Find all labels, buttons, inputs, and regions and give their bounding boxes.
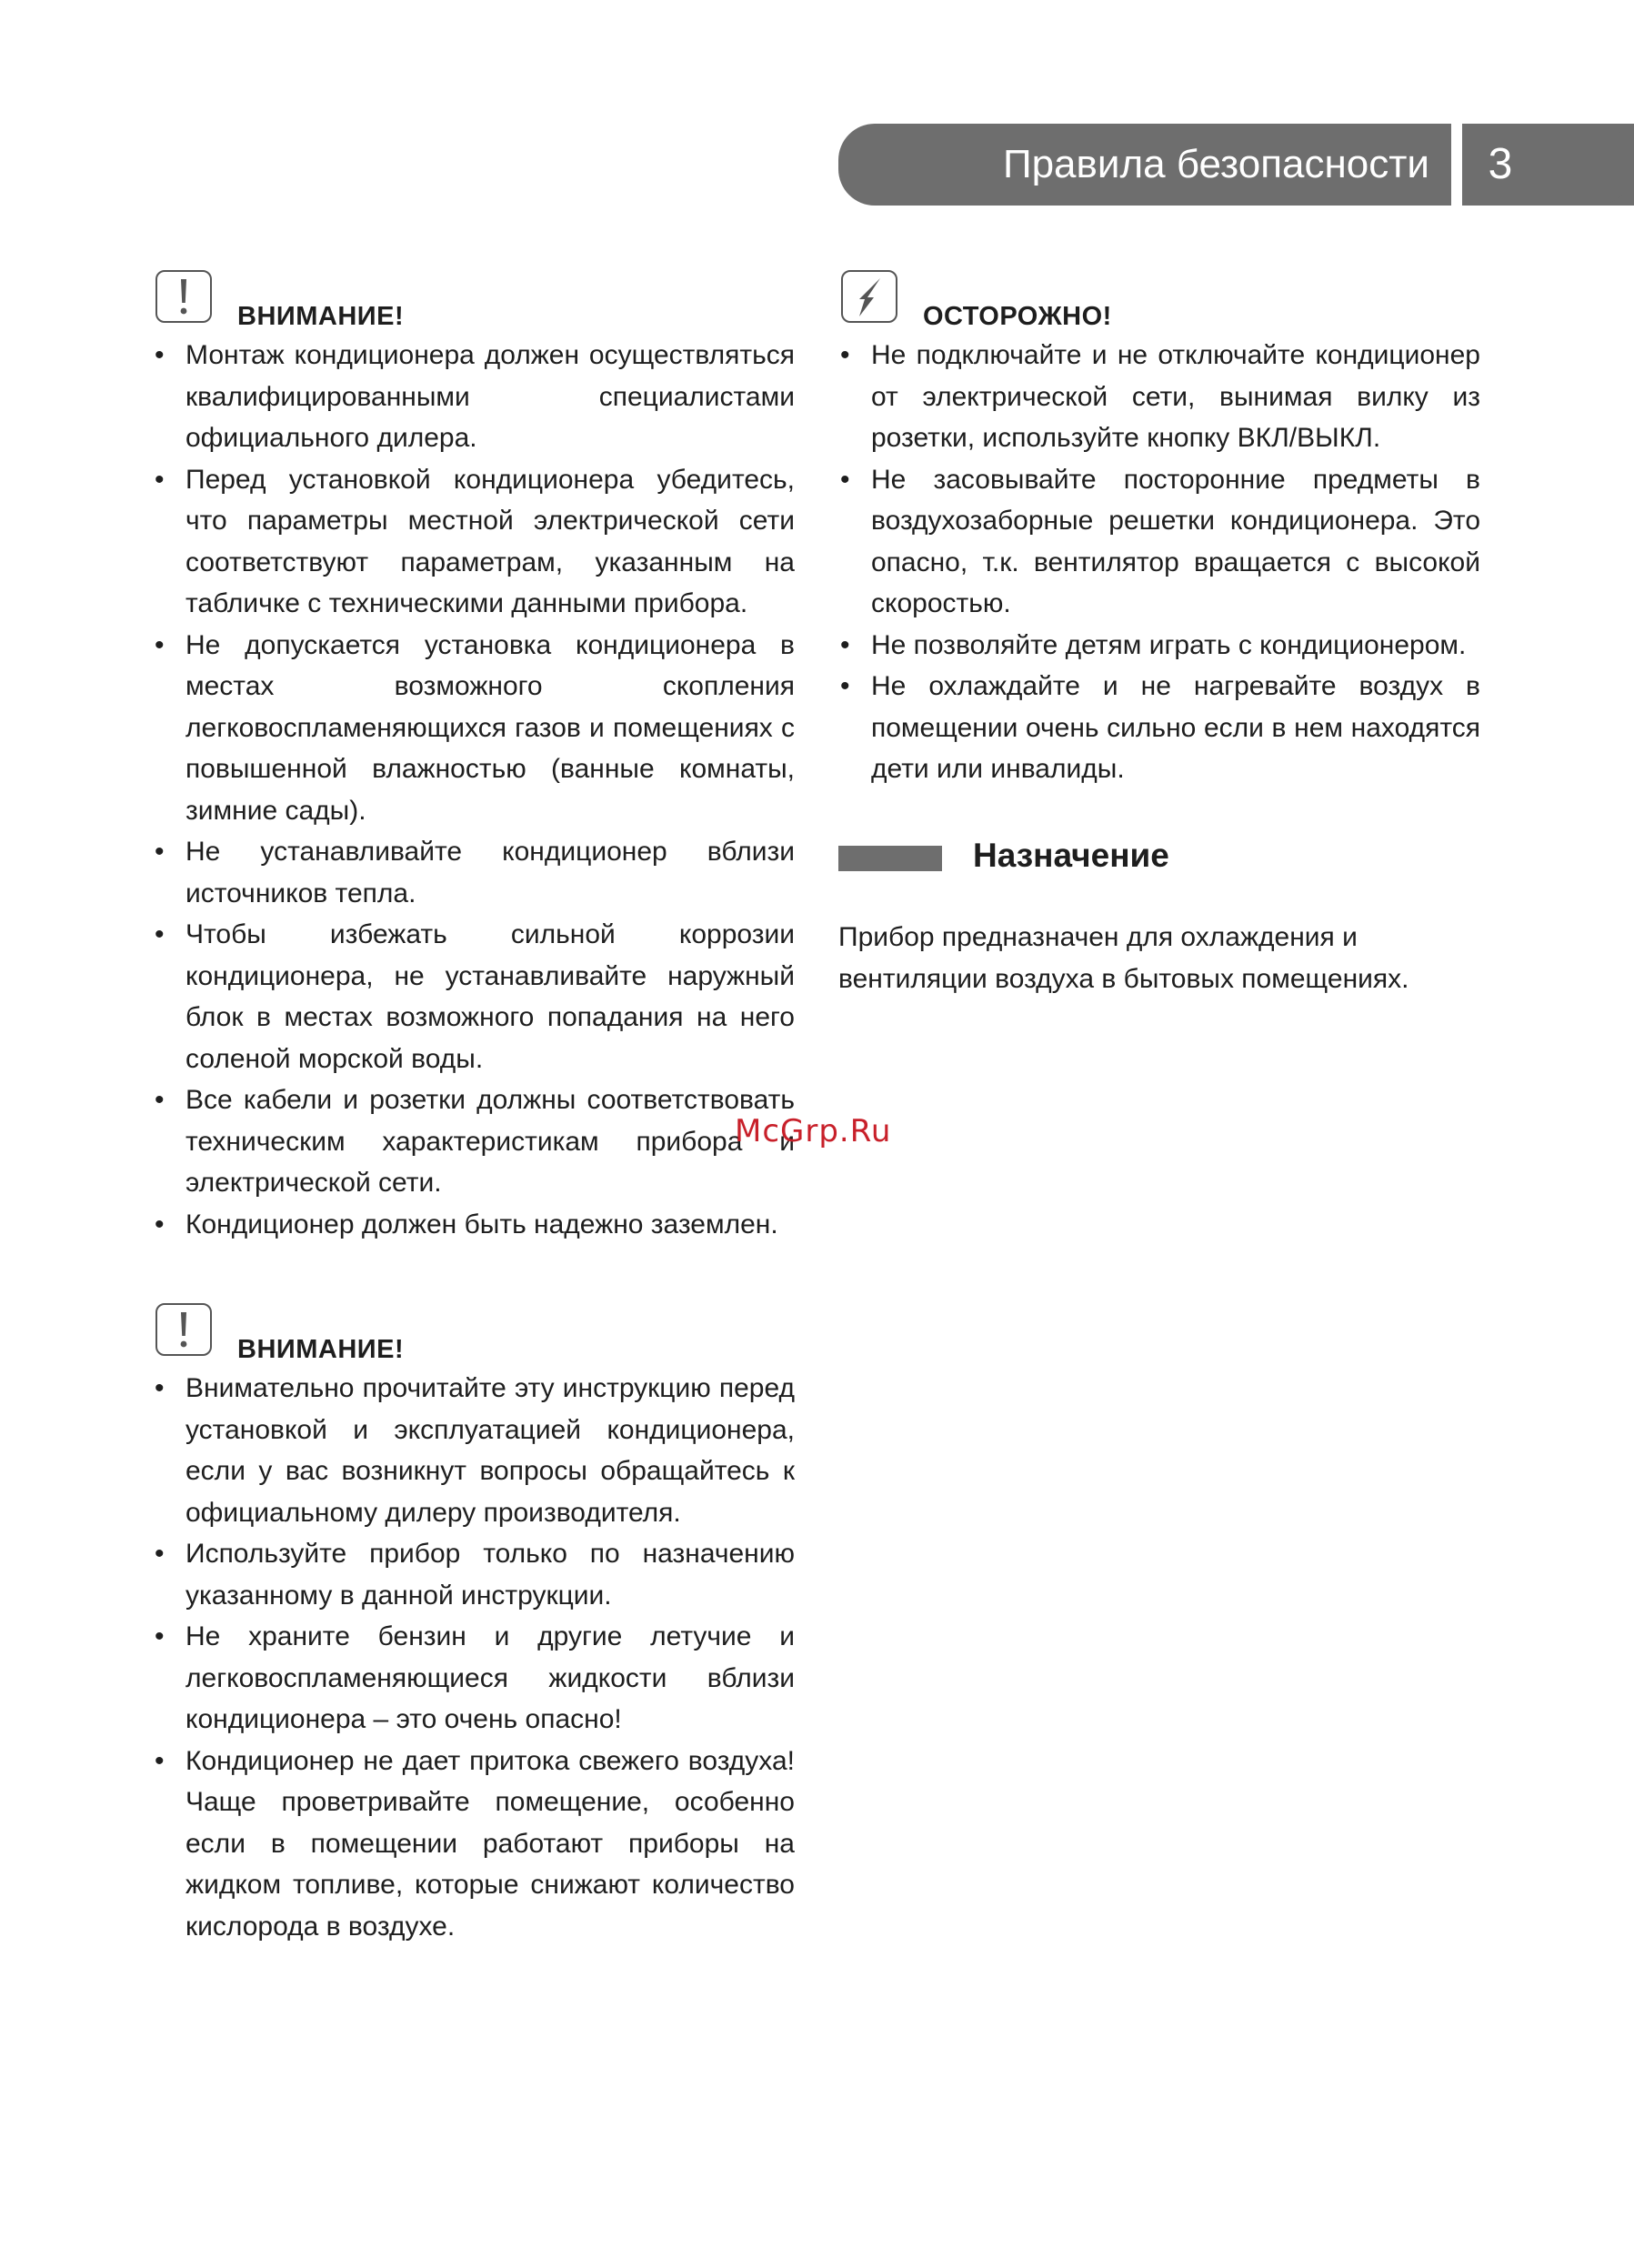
list-item: • Чтобы избежать сильной коррозии кондиционера, не устанавливайте наружный блок в местах возможного попадания на него соленой морской воды. — [153, 914, 795, 1079]
list-item: • Все кабели и розетки должны соответствовать техническим характеристикам прибора и электрической сети. — [153, 1079, 795, 1204]
list-item: • Используйте прибор только по назначению указанному в данной инструкции. — [153, 1533, 795, 1616]
section-marker — [838, 846, 942, 871]
section-header — [838, 835, 1480, 880]
page-title: Правила безопасности — [1002, 142, 1429, 186]
notice-list-1 — [153, 335, 795, 1245]
list-item: • Кондиционер не дает притока свежего воздуха! Чаще проветривайте помещение, особенно если в помещении работают приборы на жидком топливе, которые снижают количество кислорода в воздухе. — [153, 1741, 795, 1948]
list-item: • Не допускается установка кондиционера в местах возможного скопления легковоспламеняющихся газов и помещениях с повышенной влажностью (ванные комнаты, зимние сады). — [153, 625, 795, 832]
exclamation-icon — [155, 269, 213, 324]
caution-block — [838, 269, 1480, 790]
header-divider — [1451, 124, 1462, 206]
notice-header-2 — [153, 1302, 795, 1368]
caution-header — [838, 269, 1480, 335]
list-item: • Не устанавливайте кондиционер вблизи источников тепла. — [153, 831, 795, 914]
list-item: • Кондиционер должен быть надежно заземлен. — [153, 1204, 795, 1246]
list-item: • Не подключайте и не отключайте кондиционер от электрической сети, вынимая вилку из розетки, используйте кнопку ВКЛ/ВЫКЛ. — [838, 335, 1480, 459]
lightning-icon — [840, 269, 898, 324]
list-item: • Внимательно прочитайте эту инструкцию перед установкой и эксплуатацией кондиционера, если у вас возникнут вопросы обращайтесь к официальному дилеру производителя. — [153, 1368, 795, 1533]
exclamation-icon — [155, 1302, 213, 1357]
page-number: 3 — [1488, 140, 1513, 188]
notice-block-2 — [153, 1302, 795, 1947]
list-item: • Не засовывайте посторонние предметы в воздухозаборные решетки кондиционера. Это опасно, т.к. вентилятор вращается с высокой скоростью. — [838, 459, 1480, 625]
list-item: • Не охлаждайте и не нагревайте воздух в помещении очень сильно если в нем находятся дети или инвалиды. — [838, 666, 1480, 790]
notice-title: ВНИМАНИЕ! — [237, 1335, 405, 1364]
list-item: • Не позволяйте детям играть с кондиционером. — [838, 625, 1480, 667]
notice-list-2 — [153, 1368, 795, 1947]
list-item: • Монтаж кондиционера должен осуществляться квалифицированными специалистами официального дилера. — [153, 335, 795, 459]
list-item: • Перед установкой кондиционера убедитесь, что параметры местной электрической сети соответствуют параметрам, указанным на табличке с техническими данными прибора. — [153, 459, 795, 625]
section-text: Прибор предназначен для охлаждения и вентиляции воздуха в бытовых помещениях. — [838, 922, 1409, 994]
notice-title: ОСТОРОЖНО! — [923, 302, 1112, 331]
watermark: McGrp.Ru — [735, 1113, 892, 1149]
notice-title: ВНИМАНИЕ! — [237, 302, 405, 331]
section-title: Назначение — [973, 837, 1169, 874]
list-item: • Не храните бензин и другие летучие и легковоспламеняющиеся жидкости вблизи кондиционера – это очень опасно! — [153, 1616, 795, 1741]
notice-block-1 — [153, 269, 795, 1245]
notice-header-1 — [153, 269, 795, 335]
caution-list — [838, 335, 1480, 790]
